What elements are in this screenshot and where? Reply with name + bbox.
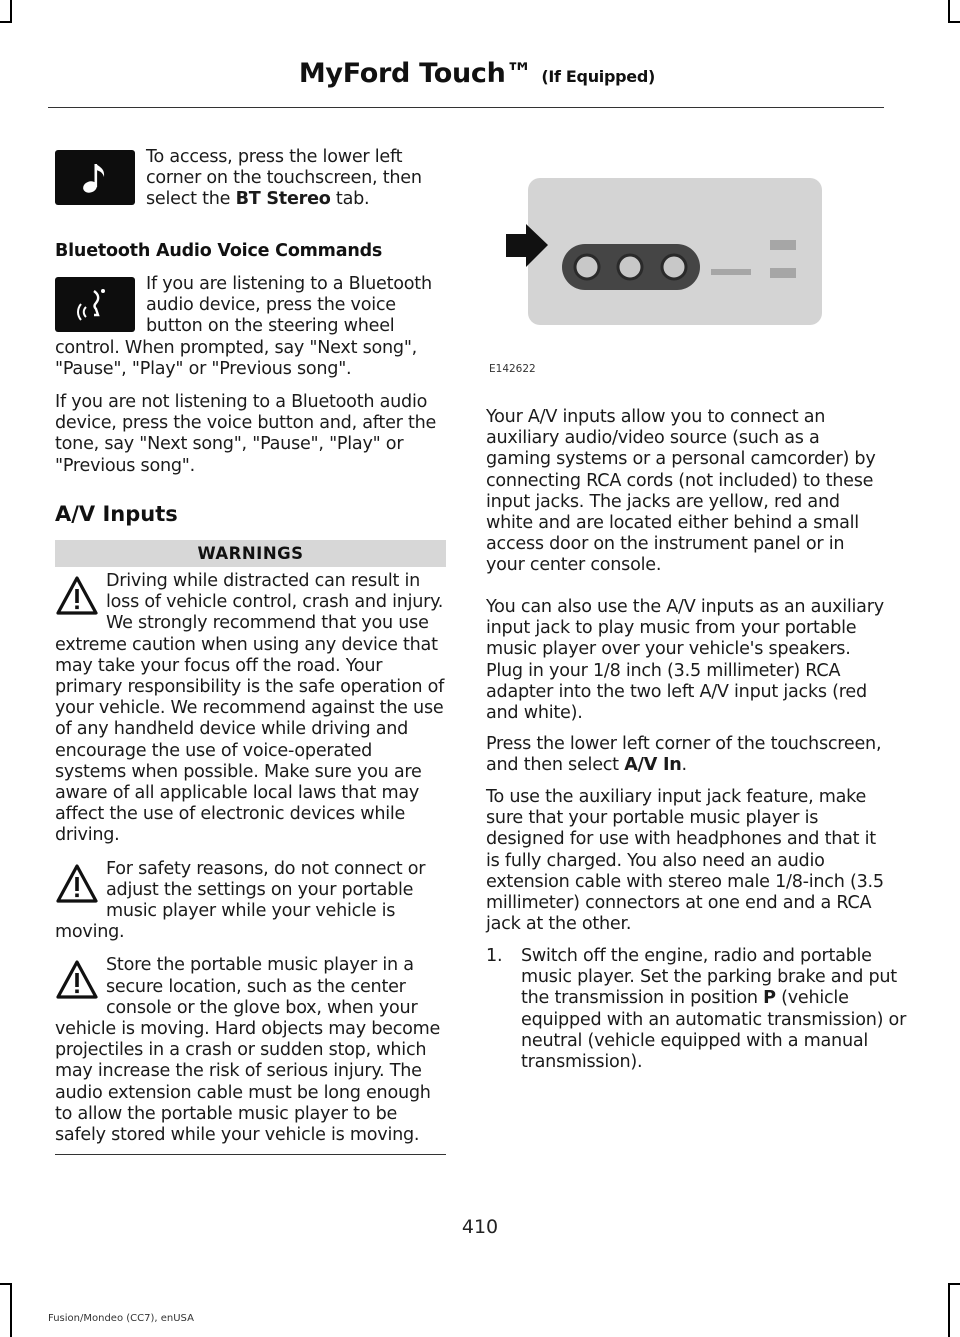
- bt-access-pre: To access, press the lower left corner on the touchscreen, then select the: [146, 147, 422, 210]
- crop-mark: [948, 1283, 960, 1285]
- bt-voice-para2: If you are not listening to a Bluetooth audio device, press the voice button and, after the tone, say "Next song", "Pause", "Play" or "Previous song".: [55, 392, 437, 476]
- step-1: [486, 946, 921, 1073]
- voice-button-icon: [55, 277, 135, 332]
- warning-triangle-icon: [55, 959, 99, 1001]
- warnings-end-rule: [55, 1154, 446, 1155]
- warning-text: For safety reasons, do not connect or adjust the settings on your portable music player while your vehicle is moving.: [55, 858, 426, 943]
- warning-item: [55, 571, 446, 847]
- av-input-jacks-illustration: [486, 178, 886, 378]
- crop-mark: [0, 21, 12, 23]
- warning-text: Driving while distracted can result in loss of vehicle control, crash and injury. We strongly recommend that you use extreme caution when using any device that may take your focus off the road. Your primary responsibility is the safe operation of your vehicle. We recommend against the use of any handheld device while driving and encourage the use of voice-operated systems when possible. Make sure you are aware of all applicable local laws that may affect the use of electronic devices while driving.: [55, 571, 445, 846]
- crop-mark: [948, 21, 960, 23]
- av-para3-pre: Press the lower left corner of the touchscreen, and then select: [486, 734, 882, 776]
- page-title: [299, 58, 655, 89]
- park-position-label: P: [763, 988, 776, 1009]
- av-para3-post: .: [681, 755, 687, 776]
- page-title-suffix: (If Equipped): [541, 67, 655, 86]
- warning-triangle-icon: [55, 863, 99, 905]
- crop-mark: [948, 0, 950, 22]
- warning-item: [55, 859, 446, 944]
- warnings-heading: WARNINGS: [55, 540, 446, 567]
- crop-mark: [10, 1283, 12, 1337]
- bt-stereo-tab-label: BT Stereo: [235, 189, 331, 210]
- step1-pre: Switch off the engine, radio and portable music player. Set the parking brake and put the transmission in position: [521, 946, 897, 1009]
- page-number: 410: [461, 1216, 499, 1238]
- warning-triangle-icon: [55, 575, 99, 617]
- av-para4: To use the auxiliary input jack feature, make sure that your portable music player is designed for use with headphones and that it is fully charged. You also need an audio extension cable with stereo male 1/8-inch (3.5 millimeter) connectors at one end and a RCA jack at the other.: [486, 787, 884, 935]
- step-number: 1.: [486, 946, 503, 966]
- crop-mark: [10, 0, 12, 22]
- av-in-label: A/V In: [624, 755, 682, 776]
- step1-post: (vehicle equipped with an automatic transmission) or neutral (vehicle equipped with a manual transmission).: [521, 988, 907, 1073]
- bt-voice-para1: If you are listening to a Bluetooth audio device, press the voice button on the steering wheel control. When prompted, say "Next song", "Pause", "Play" or "Previous song".: [55, 274, 432, 379]
- av-para3: [486, 734, 886, 776]
- warning-text: Store the portable music player in a secure location, such as the center console or the glove box, when your vehicle is moving. Hard objects may become projectiles in a crash or sudden stop, which may increase the risk of serious injury. The audio extension cable must be long enough to allow the portable music player to be safely stored while your vehicle is moving.: [55, 955, 441, 1146]
- av-para2: You can also use the A/V inputs as an auxiliary input jack to play music from your portable music player over your vehicle's speakers. Plug in your 1/8 inch (3.5 millimeter) RCA adapter into the two left A/V input jacks (red and white).: [486, 597, 884, 724]
- warning-item: [55, 955, 446, 1146]
- bt-voice-block: [55, 274, 446, 477]
- av-para1: Your A/V inputs allow you to connect an auxiliary audio/video source (such as a gaming systems or a personal camcorder) by connecting RCA cords (not included) to these input jacks. The jacks are yellow, red and white and are located either behind a small access door on the instrument panel or in your center console.: [486, 407, 876, 576]
- av-inputs-heading: A/V Inputs: [55, 502, 178, 526]
- bt-access-post: tab.: [330, 189, 370, 210]
- music-note-icon: [55, 150, 135, 205]
- figure-label: E142622: [489, 363, 536, 375]
- footer-doc-id: Fusion/Mondeo (CC7), enUSA: [48, 1313, 194, 1324]
- crop-mark: [0, 1283, 12, 1285]
- bt-stereo-block: [55, 147, 446, 211]
- warnings-box: [55, 540, 446, 1155]
- page-title-text: MyFord Touch™: [298, 58, 533, 89]
- crop-mark: [948, 1283, 950, 1337]
- av-jacks-figure: [486, 178, 886, 363]
- header-rule: [48, 107, 884, 108]
- bt-voice-heading: Bluetooth Audio Voice Commands: [55, 241, 383, 261]
